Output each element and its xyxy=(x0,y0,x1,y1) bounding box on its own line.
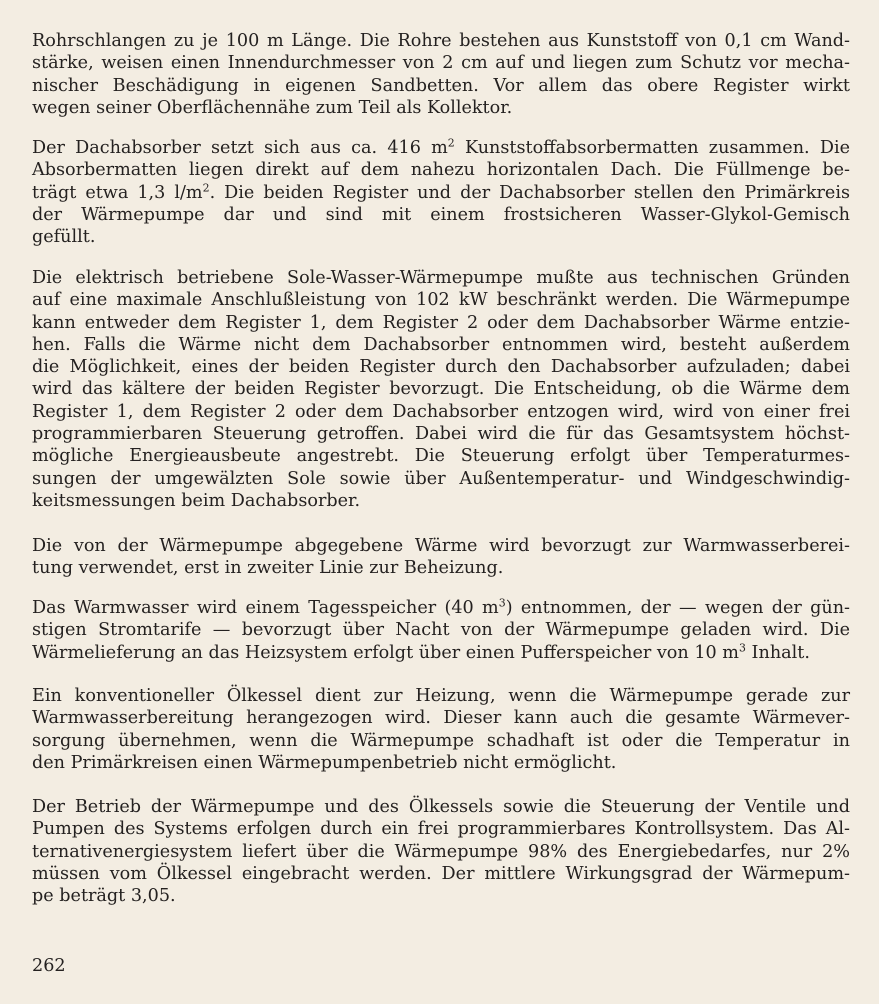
superscript: 2 xyxy=(447,136,455,150)
paragraph-pipe-coils xyxy=(32,30,850,119)
superscript: 2 xyxy=(202,180,210,194)
text-line: tung verwendet, erst in zweiter Linie zur Beheizung. xyxy=(32,558,504,579)
text-line: hen. Falls die Wärme nicht dem Dachabsorber entnommen wird, besteht außerdem xyxy=(32,334,850,355)
text-line: sungen der umgewälzten Sole sowie über Außentemperatur- und Windgeschwindig- xyxy=(32,468,850,489)
paragraph-oil-boiler xyxy=(32,685,850,774)
text-line: keitsmessungen beim Dachabsorber. xyxy=(32,490,361,511)
text-line: mögliche Energieausbeute angestrebt. Die Steuerung erfolgt über Temperaturmes- xyxy=(32,446,850,467)
text-line: Rohrschlangen zu je 100 m Länge. Die Rohre bestehen aus Kunststoff von 0,1 cm Wand- xyxy=(32,31,850,51)
page-number: 262 xyxy=(32,956,66,976)
text-line: Die von der Wärmepumpe abgegebene Wärme wird bevorzugt zur Warmwasserberei- xyxy=(32,536,850,556)
text-line: Wärmelieferung an das Heizsystem erfolgt über einen Pufferspeicher von 10 $m^3$ Inhalt. xyxy=(32,640,810,663)
text-line: nischer Beschädigung in eigenen Sandbetten. Vor allem das obere Register wirkt xyxy=(32,75,850,96)
text-line: Absorbermatten liegen direkt auf dem nahezu horizontalen Dach. Die Füllmenge be- xyxy=(32,160,850,181)
text-line: wird das kältere der beiden Register bevorzugt. Die Entscheidung, ob die Wärme dem xyxy=(32,379,850,400)
paragraph-heat-pump xyxy=(32,267,850,512)
paragraph-storage-tank xyxy=(32,597,850,664)
text-line: pe beträgt 3,05. xyxy=(32,886,176,907)
text-line: Der Betrieb der Wärmepumpe und des Ölkessels sowie die Steuerung der Ventile und xyxy=(32,797,850,817)
text-line: Pumpen des Systems erfolgen durch ein frei programmierbares Kontrollsystem. Das Al- xyxy=(32,819,850,840)
text-line: gefüllt. xyxy=(32,227,96,248)
text-line: müssen vom Ölkessel eingebracht werden. Der mittlere Wirkungsgrad der Wärmepum- xyxy=(32,863,850,884)
text-line: kann entweder dem Register 1, dem Register 2 oder dem Dachabsorber Wärme entzie- xyxy=(32,312,850,333)
superscript: 3 xyxy=(739,640,746,654)
text-line: sorgung übernehmen, wenn die Wärmepumpe schadhaft ist oder die Temperatur in xyxy=(32,730,850,751)
text-line: Warmwasserbereitung herangezogen wird. Dieser kann auch die gesamte Wärmever- xyxy=(32,708,850,729)
text-line: Ein konventioneller Ölkessel dient zur Heizung, wenn die Wärmepumpe gerade zur xyxy=(32,686,850,706)
text-line: ternativenergiesystem liefert über die Wärmepumpe 98% des Energiebedarfes, nur 2% xyxy=(32,841,850,862)
text-line: programmierbaren Steuerung getroffen. Dabei wird die für das Gesamtsystem höchst- xyxy=(32,424,850,445)
text-line: Das Warmwasser wird einem Tagesspeicher (40 $m^3$) entnommen, der — wegen der gün- xyxy=(32,596,851,618)
text-line: Register 1, dem Register 2 oder dem Dachabsorber entzogen wird, wird von einer frei xyxy=(32,401,850,422)
text-line: wegen seiner Oberflächennähe zum Teil als Kollektor. xyxy=(32,97,513,118)
text-line: stigen Stromtarife — bevorzugt über Nacht von der Wärmepumpe geladen wird. Die xyxy=(32,620,850,641)
text-line: Der Dachabsorber setzt sich aus ca. 416 $m^2$ Kunststoffabsorbermatten zusammen. Die xyxy=(32,136,850,158)
text-line: der Wärmepumpe dar und sind mit einem frostsicheren Wasser-Glykol-Gemisch xyxy=(32,204,850,225)
text-line: stärke, weisen einen Innendurchmesser von 2 cm auf und liegen zum Schutz vor mecha- xyxy=(32,53,850,74)
text-line: die Möglichkeit, eines der beiden Register durch den Dachabsorber aufzuladen; dabei xyxy=(32,357,850,378)
text-line: Die elektrisch betriebene Sole-Wasser-Wärmepumpe mußte aus technischen Gründen xyxy=(32,268,850,288)
paragraph-control-system xyxy=(32,796,850,907)
text-line: den Primärkreisen einen Wärmepumpenbetrieb nicht ermöglicht. xyxy=(32,752,617,773)
paragraph-hot-water xyxy=(32,535,850,580)
text-line: auf eine maximale Anschlußleistung von 102 kW beschränkt werden. Die Wärmepumpe xyxy=(32,290,850,311)
superscript: 3 xyxy=(498,596,506,610)
paragraph-roof-absorber xyxy=(32,137,850,248)
text-line: trägt etwa 1,3 $l/m^2$. Die beiden Register und der Dachabsorber stellen den Primärkreis xyxy=(32,180,850,203)
